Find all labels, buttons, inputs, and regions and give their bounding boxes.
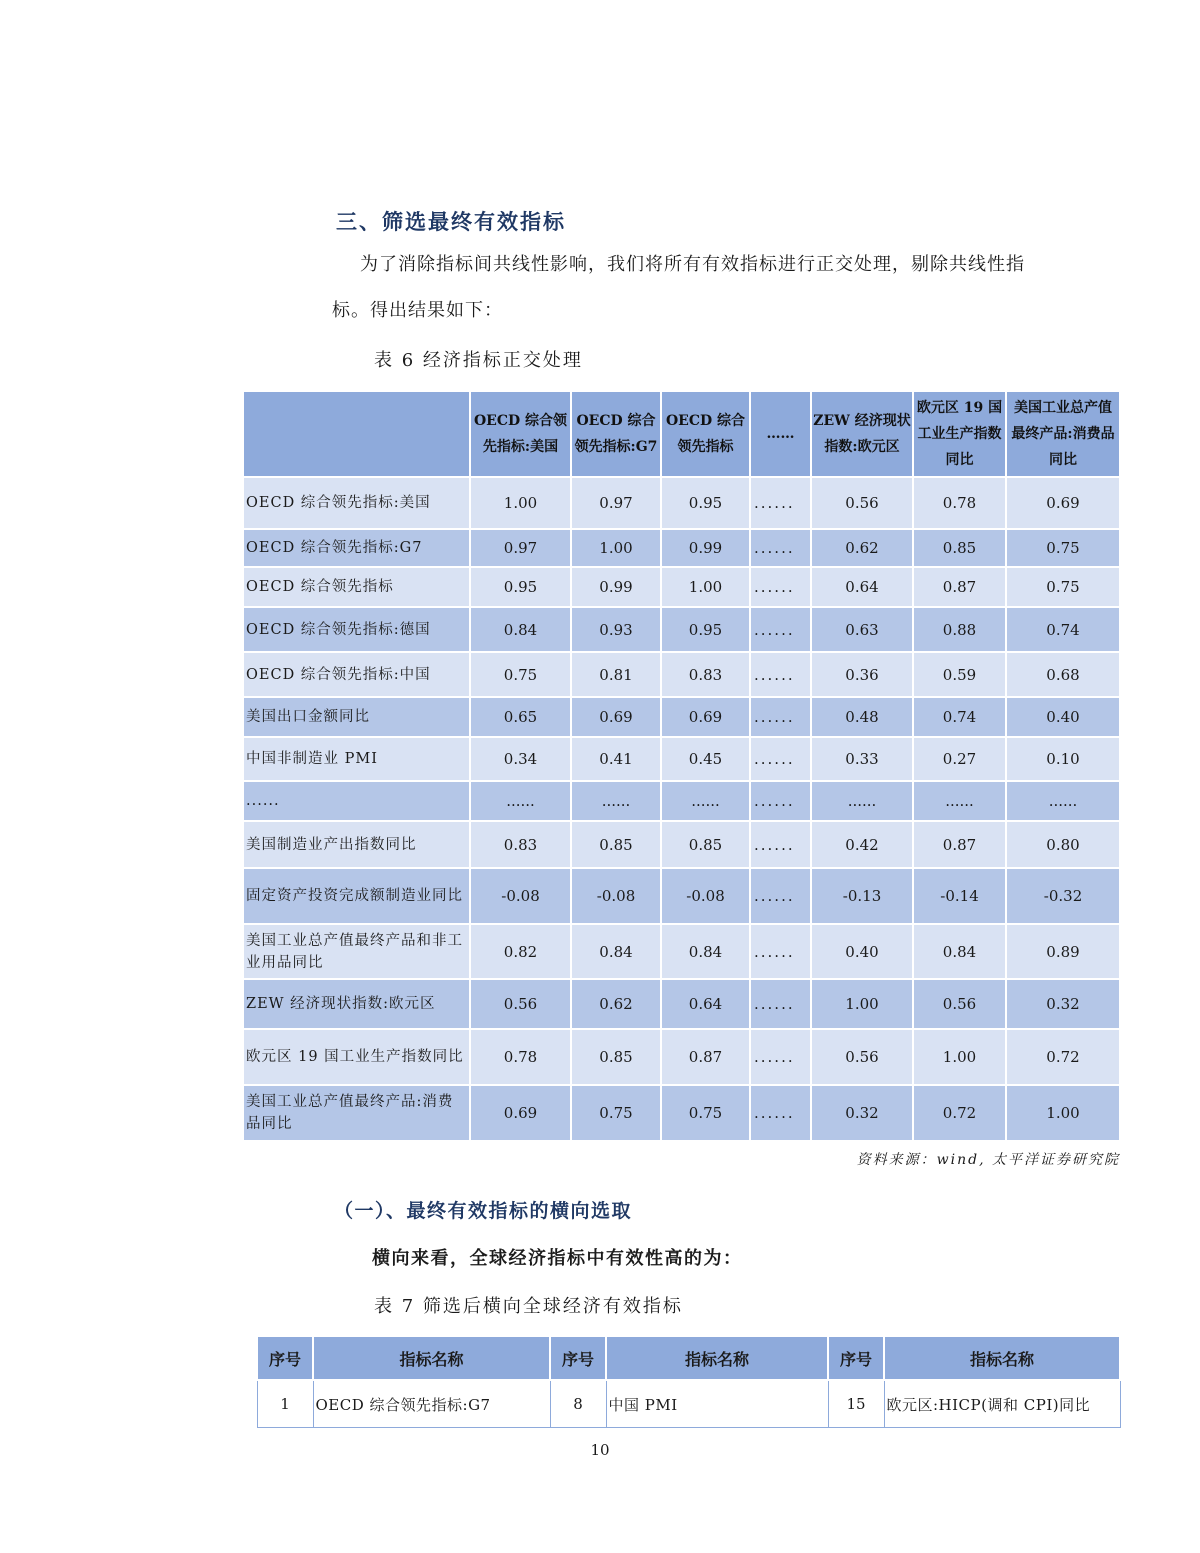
table7-cell: 15: [828, 1380, 884, 1428]
intro-paragraph: [332, 242, 1122, 334]
table7-header-cell: 指标名称: [884, 1336, 1120, 1380]
table6-cell: ......: [750, 868, 811, 924]
table6-header-cell: 欧元区 19 国工业生产指数同比: [913, 391, 1006, 477]
table7-header-row: [257, 1336, 1120, 1380]
row-label: OECD 综合领先指标:G7: [243, 529, 470, 567]
table6-cell: 0.69: [571, 697, 661, 737]
table7-cell: 中国 PMI: [606, 1380, 828, 1428]
row-label: 美国制造业产出指数同比: [243, 821, 470, 868]
table6-cell: 0.84: [571, 924, 661, 979]
effective-indicator-table: [256, 1335, 1121, 1428]
table6-cell: 0.32: [811, 1085, 913, 1141]
table6-cell: 0.62: [811, 529, 913, 567]
table6-cell: 0.75: [571, 1085, 661, 1141]
table6-cell: 1.00: [1006, 1085, 1120, 1141]
table6-cell: 0.10: [1006, 737, 1120, 781]
table6-cell: 0.36: [811, 652, 913, 697]
data-source-note: 资料来源：wind, 太平洋证券研究院: [856, 1152, 1120, 1168]
table6-cell: 0.83: [661, 652, 750, 697]
paragraph-line-1: 为了消除指标间共线性影响，我们将所有有效指标进行正交处理，剔除共线性指: [360, 254, 1025, 275]
row-label: 美国工业总产值最终产品:消费品同比: [243, 1085, 470, 1141]
table6-cell: -0.14: [913, 868, 1006, 924]
table6-cell: 0.88: [913, 607, 1006, 652]
table-row: [243, 821, 1120, 868]
page-number: 10: [590, 1441, 610, 1459]
table6-cell: 0.56: [470, 979, 571, 1029]
table6-cell: 0.85: [661, 821, 750, 868]
table6-cell: 0.69: [1006, 477, 1120, 529]
table6-cell: 0.83: [470, 821, 571, 868]
table6-cell: ......: [913, 781, 1006, 821]
table6-cell: 0.62: [571, 979, 661, 1029]
table6-header-cell: OECD 综合领先指标: [661, 391, 750, 477]
table7-header-cell: 序号: [828, 1336, 884, 1380]
table-row: [257, 1380, 1120, 1428]
subsection-title: （一）、最终有效指标的横向选取: [334, 1200, 633, 1222]
table6-cell: 0.65: [470, 697, 571, 737]
table6-cell: 0.93: [571, 607, 661, 652]
table6-cell: 0.45: [661, 737, 750, 781]
table6-cell: 0.75: [470, 652, 571, 697]
table6-cell: -0.08: [661, 868, 750, 924]
table6-cell: 0.97: [571, 477, 661, 529]
table6-header-cell: ZEW 经济现状指数:欧元区: [811, 391, 913, 477]
row-label: OECD 综合领先指标:中国: [243, 652, 470, 697]
table6-cell: 0.56: [913, 979, 1006, 1029]
table6-cell: 0.59: [913, 652, 1006, 697]
table6-header-cell: OECD 综合领先指标:G7: [571, 391, 661, 477]
table6-cell: 0.85: [913, 529, 1006, 567]
table6-cell: 0.87: [661, 1029, 750, 1085]
table6-cell: 0.82: [470, 924, 571, 979]
table6-cell: 0.56: [811, 477, 913, 529]
table6-cell: 0.64: [661, 979, 750, 1029]
table6-cell: 0.97: [470, 529, 571, 567]
row-label: ZEW 经济现状指数:欧元区: [243, 979, 470, 1029]
table6-cell: 0.85: [571, 1029, 661, 1085]
table6-cell: 0.72: [913, 1085, 1006, 1141]
table6-cell: 1.00: [913, 1029, 1006, 1085]
table6-header-cell: ……: [750, 391, 811, 477]
table7-header-cell: 序号: [257, 1336, 313, 1380]
table6-cell: 0.75: [1006, 529, 1120, 567]
table-row: [243, 1085, 1120, 1141]
table7-cell: OECD 综合领先指标:G7: [313, 1380, 550, 1428]
table6-cell: 0.99: [661, 529, 750, 567]
row-label: OECD 综合领先指标:德国: [243, 607, 470, 652]
table6-cell: -0.13: [811, 868, 913, 924]
table6-cell: 0.84: [470, 607, 571, 652]
table6-cell: -0.32: [1006, 868, 1120, 924]
table6-cell: 0.99: [571, 567, 661, 607]
table-row: [243, 924, 1120, 979]
table6-cell: 1.00: [661, 567, 750, 607]
table6-cell: 0.56: [811, 1029, 913, 1085]
table6-cell: 0.33: [811, 737, 913, 781]
table7-cell: 8: [550, 1380, 606, 1428]
orthogonal-table: [242, 390, 1121, 1142]
table6-cell: 0.48: [811, 697, 913, 737]
table6-cell: 0.64: [811, 567, 913, 607]
table6-cell: 0.81: [571, 652, 661, 697]
table6-header-corner: [243, 391, 470, 477]
table6-cell: ......: [750, 737, 811, 781]
table6-cell: 0.84: [913, 924, 1006, 979]
paragraph-line-2: 标。得出结果如下：: [332, 300, 503, 321]
table6-cell: 0.63: [811, 607, 913, 652]
table6-cell: 0.75: [1006, 567, 1120, 607]
table6-cell: 1.00: [811, 979, 913, 1029]
table6-cell: ......: [1006, 781, 1120, 821]
table6-cell: 0.41: [571, 737, 661, 781]
table6-cell: 0.75: [661, 1085, 750, 1141]
row-label: OECD 综合领先指标:美国: [243, 477, 470, 529]
table-row: [243, 529, 1120, 567]
row-label: 美国工业总产值最终产品和非工业用品同比: [243, 924, 470, 979]
table6-cell: ......: [750, 979, 811, 1029]
table6-cell: 0.95: [661, 477, 750, 529]
table6-cell: ......: [750, 567, 811, 607]
row-label: 美国出口金额同比: [243, 697, 470, 737]
table6-cell: 0.87: [913, 821, 1006, 868]
table-row: [243, 477, 1120, 529]
row-label: 欧元区 19 国工业生产指数同比: [243, 1029, 470, 1085]
row-label: 中国非制造业 PMI: [243, 737, 470, 781]
table6-cell: ......: [750, 477, 811, 529]
table7-caption: 表 7 筛选后横向全球经济有效指标: [374, 1296, 683, 1317]
table-row: [243, 868, 1120, 924]
table6-cell: 0.78: [470, 1029, 571, 1085]
table6-cell: 0.78: [913, 477, 1006, 529]
table6-cell: ......: [750, 1085, 811, 1141]
table-row: [243, 607, 1120, 652]
table6-cell: 0.80: [1006, 821, 1120, 868]
table6-caption: 表 6 经济指标正交处理: [374, 350, 583, 371]
subsection-lead: 横向来看，全球经济指标中有效性高的为：: [372, 1248, 743, 1269]
row-label: 固定资产投资完成额制造业同比: [243, 868, 470, 924]
table6-cell: ......: [811, 781, 913, 821]
section-title: 三、筛选最终有效指标: [336, 209, 566, 234]
table6-cell: 1.00: [571, 529, 661, 567]
table6-cell: 0.74: [913, 697, 1006, 737]
table6-cell: 0.87: [913, 567, 1006, 607]
table6-cell: ......: [750, 652, 811, 697]
table6-cell: ......: [750, 781, 811, 821]
table6-cell: 0.32: [1006, 979, 1120, 1029]
table6-header-row: [243, 391, 1120, 477]
table6-cell: ......: [571, 781, 661, 821]
table6-cell: 0.72: [1006, 1029, 1120, 1085]
table6-cell: 0.84: [661, 924, 750, 979]
table-row: [243, 979, 1120, 1029]
table6-cell: 1.00: [470, 477, 571, 529]
table6-cell: 0.40: [1006, 697, 1120, 737]
table6-cell: 0.74: [1006, 607, 1120, 652]
table-row: [243, 567, 1120, 607]
table6-cell: ......: [750, 821, 811, 868]
table-row: [243, 737, 1120, 781]
table6-cell: ......: [750, 607, 811, 652]
table6-cell: 0.85: [571, 821, 661, 868]
table6-cell: -0.08: [571, 868, 661, 924]
table7-cell: 欧元区:HICP(调和 CPI)同比: [884, 1380, 1120, 1428]
table-row: [243, 781, 1120, 821]
table6-cell: 0.95: [470, 567, 571, 607]
table-row: [243, 1029, 1120, 1085]
table6-cell: ......: [661, 781, 750, 821]
table7-cell: 1: [257, 1380, 313, 1428]
table6-header-cell: OECD 综合领先指标:美国: [470, 391, 571, 477]
table6-cell: 0.68: [1006, 652, 1120, 697]
table6-cell: ......: [750, 1029, 811, 1085]
table6-cell: 0.69: [470, 1085, 571, 1141]
table6-cell: ......: [750, 697, 811, 737]
table6-cell: 0.40: [811, 924, 913, 979]
row-label: OECD 综合领先指标: [243, 567, 470, 607]
row-label: ......: [243, 781, 470, 821]
table6-cell: 0.95: [661, 607, 750, 652]
table6-cell: 0.89: [1006, 924, 1120, 979]
table6-cell: ......: [470, 781, 571, 821]
table6-cell: 0.69: [661, 697, 750, 737]
table7-header-cell: 指标名称: [606, 1336, 828, 1380]
table-row: [243, 697, 1120, 737]
table6-cell: 0.34: [470, 737, 571, 781]
table6-cell: -0.08: [470, 868, 571, 924]
table6-cell: ......: [750, 529, 811, 567]
table6-cell: 0.42: [811, 821, 913, 868]
table-row: [243, 652, 1120, 697]
table7-header-cell: 指标名称: [313, 1336, 550, 1380]
table7-header-cell: 序号: [550, 1336, 606, 1380]
table6-cell: ......: [750, 924, 811, 979]
table6-header-cell: 美国工业总产值最终产品:消费品同比: [1006, 391, 1120, 477]
table6-cell: 0.27: [913, 737, 1006, 781]
